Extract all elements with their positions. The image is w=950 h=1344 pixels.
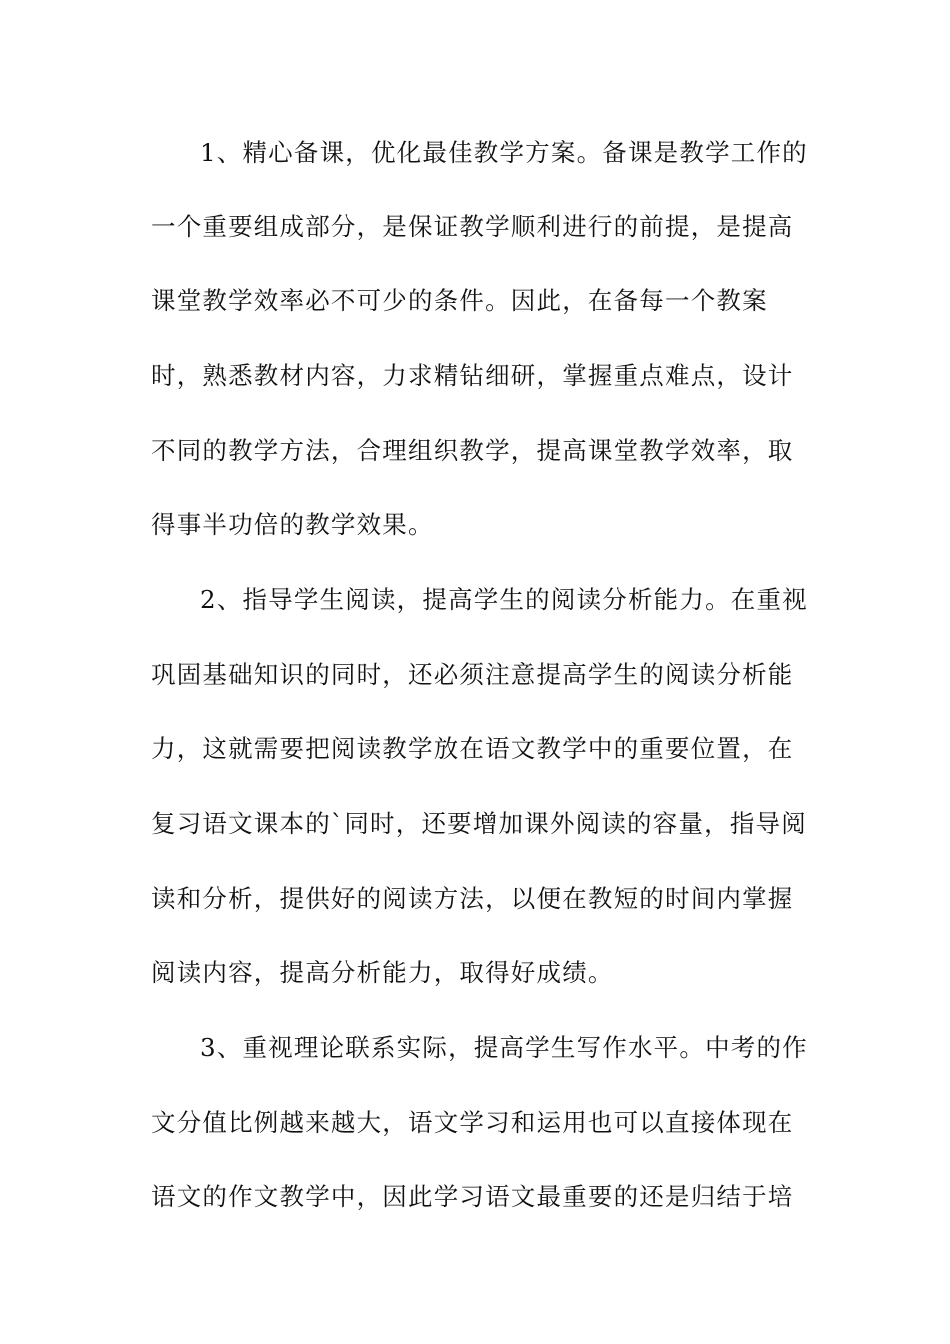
- text-line: 3、重视理论联系实际，提高学生写作水平。中考的作: [200, 1033, 808, 1062]
- text-line: 不同的教学方法，合理组织教学，提高课堂教学效率，取: [151, 436, 794, 465]
- text-line: 阅读内容，提高分析能力，取得好成绩。: [151, 958, 614, 987]
- text-line: 力，这就需要把阅读教学放在语文教学中的重要位置，在: [151, 734, 794, 763]
- text-line: 复习语文课本的`同时，还要增加课外阅读的容量，指导阅: [151, 809, 807, 838]
- text-line: 巩固基础知识的同时，还必须注意提高学生的阅读分析能: [151, 660, 794, 689]
- text-line: 时，熟悉教材内容，力求精钻细研，掌握重点难点，设计: [151, 361, 794, 390]
- text-line: 一个重要组成部分，是保证教学顺利进行的前提，是提高: [151, 212, 794, 241]
- text-line: 读和分析，提供好的阅读方法，以便在教短的时间内掌握: [151, 884, 794, 913]
- text-line: 文分值比例越来越大，语文学习和运用也可以直接体现在: [151, 1108, 794, 1137]
- text-line: 2、指导学生阅读，提高学生的阅读分析能力。在重视: [200, 585, 808, 614]
- text-line: 1、精心备课，优化最佳教学方案。备课是教学工作的: [200, 138, 808, 167]
- text-line: 课堂教学效率必不可少的条件。因此，在备每一个教案: [151, 286, 768, 315]
- text-line: 语文的作文教学中，因此学习语文最重要的还是归结于培: [151, 1182, 794, 1211]
- text-line: 得事半功倍的教学效果。: [151, 510, 434, 539]
